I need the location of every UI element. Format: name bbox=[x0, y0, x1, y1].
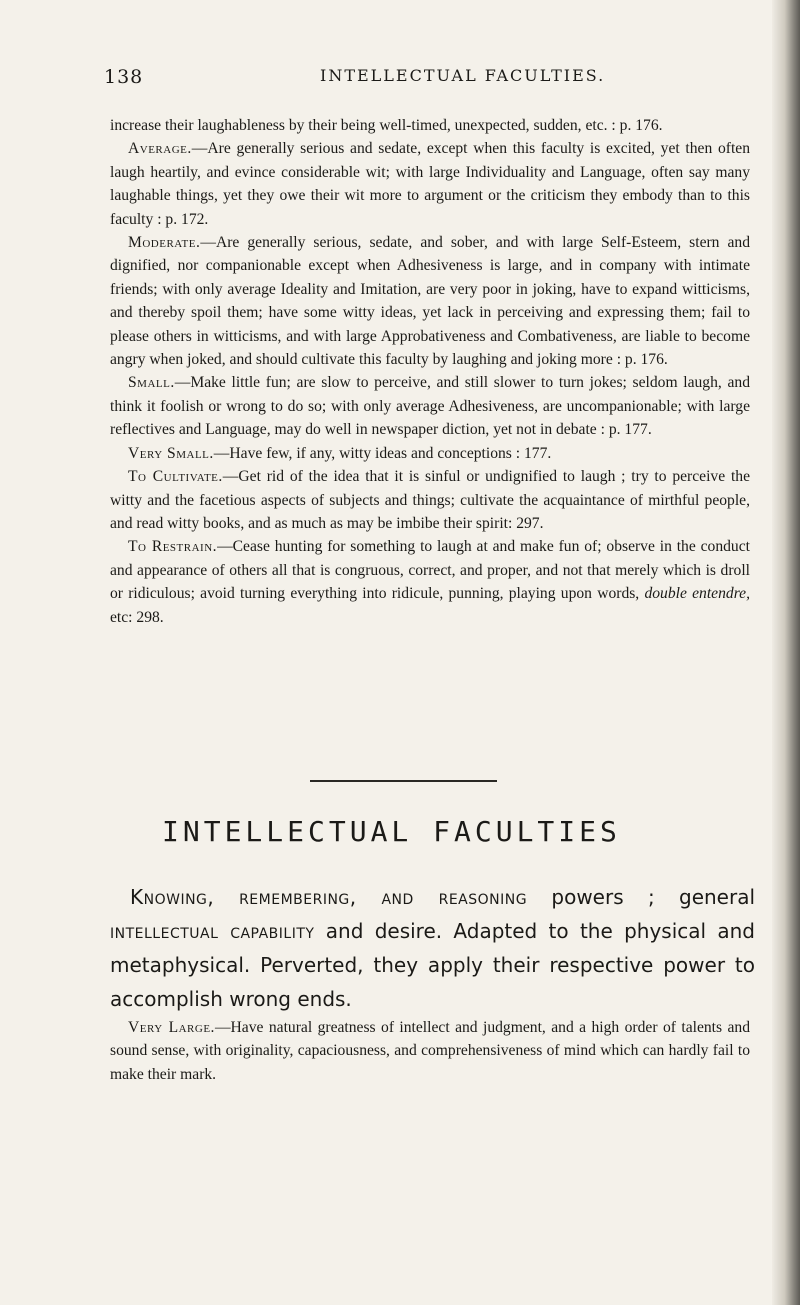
section-divider bbox=[310, 780, 497, 782]
page-header bbox=[104, 66, 754, 90]
entry-term: Very Small. bbox=[128, 444, 214, 462]
entry-term: Moderate. bbox=[128, 234, 201, 252]
entry-text: —Are generally serious, sedate, and sober, and with large Self-Esteem, stern and dignified, nor companionable except when Adhesiveness is large, and in company with intimate friends; with only average Ideality and Imitation, are very poor in joking, have to expand witticisms, and thereby spoil them; have some witty ideas, yet lack in perceiving and expressing them; fail to please others in witticisms, and with large Approbativeness and Combativeness, are liable to become angry when joked, and should cultivate this faculty by laughing and joking more : p. 176. bbox=[110, 234, 750, 369]
lower-text-block bbox=[110, 1016, 750, 1086]
section-heading: INTELLECTUAL FACULTIES bbox=[162, 815, 621, 848]
page-edge-shadow bbox=[772, 0, 800, 1305]
entry-text: —Get rid of the idea that it is sinful or undignified to laugh ; try to perceive the witty and the facetious aspects of subjects and things; cultivate the acquaintance of mirthful people, and read witty books, and as much as may be imbibe their spirit: 297. bbox=[110, 468, 750, 532]
intro-end: and desire. Adapted to the physical and metaphysical. Perverted, they apply their respective power to accomplish wrong ends. bbox=[110, 919, 755, 1011]
section-intro bbox=[110, 880, 755, 1016]
entry-text: —Make little fun; are slow to perceive, and still slower to turn jokes; seldom laugh, and think it foolish or wrong to do so; with only average Adhesiveness, are uncompanionable; with large reflectives and Language, may do well in newspaper diction, yet not in debate : p. 177. bbox=[110, 374, 750, 439]
intro-smallcaps-2: intellectual capability bbox=[110, 919, 315, 943]
entry-text: —Are generally serious and sedate, except when this faculty is excited, yet then often laugh heartily, and evince considerable wit; with large Individuality and Language, often say many laughable things, yet they owe their wit more to argument or the criticism they embody than to this faculty : p. 172. bbox=[110, 140, 750, 228]
entry-text: —Have few, if any, witty ideas and conceptions : 177. bbox=[213, 444, 552, 462]
entry-italic-phrase: double entendre, bbox=[644, 585, 751, 603]
continuation-paragraph: increase their laughableness by their being well-timed, unexpected, sudden, etc. : p. 176. bbox=[110, 117, 663, 134]
entry-average bbox=[110, 137, 750, 231]
entry-to-restrain bbox=[110, 535, 750, 629]
entry-very-large bbox=[110, 1016, 750, 1086]
entry-moderate bbox=[110, 231, 750, 371]
entry-term: Small. bbox=[128, 374, 175, 392]
entry-small bbox=[110, 371, 750, 441]
entry-term: To Cultivate. bbox=[128, 468, 223, 486]
entry-text-after: etc: 298. bbox=[110, 608, 164, 626]
entry-very-small bbox=[110, 442, 750, 465]
intro-paragraph bbox=[110, 880, 755, 1016]
entry-text-before: —Cease hunting for something to laugh at and make fun of; observe in the conduct and appearance of others all that is congruous, correct, and proper, and not that merely which is droll or ridiculous; avoid turning everything into ridicule, punning, playing upon words, bbox=[110, 538, 750, 603]
running-head: INTELLECTUAL FACULTIES. bbox=[320, 66, 606, 85]
upper-text-block bbox=[110, 114, 750, 629]
entry-text: —Have natural greatness of intellect and judgment, and a high order of talents and sound sense, with originality, capaciousness, and comprehensiveness of mind which can hardly fail to make their mark. bbox=[110, 1019, 751, 1083]
page-number: 138 bbox=[104, 66, 144, 88]
entry-term: Average. bbox=[128, 140, 192, 158]
intro-smallcaps: Knowing, remembering, and reasoning bbox=[130, 885, 528, 909]
intro-rest: powers ; general bbox=[527, 885, 756, 909]
entry-to-cultivate bbox=[110, 465, 750, 535]
entry-term: To Restrain. bbox=[128, 538, 218, 556]
entry-term: Very Large. bbox=[128, 1019, 215, 1036]
